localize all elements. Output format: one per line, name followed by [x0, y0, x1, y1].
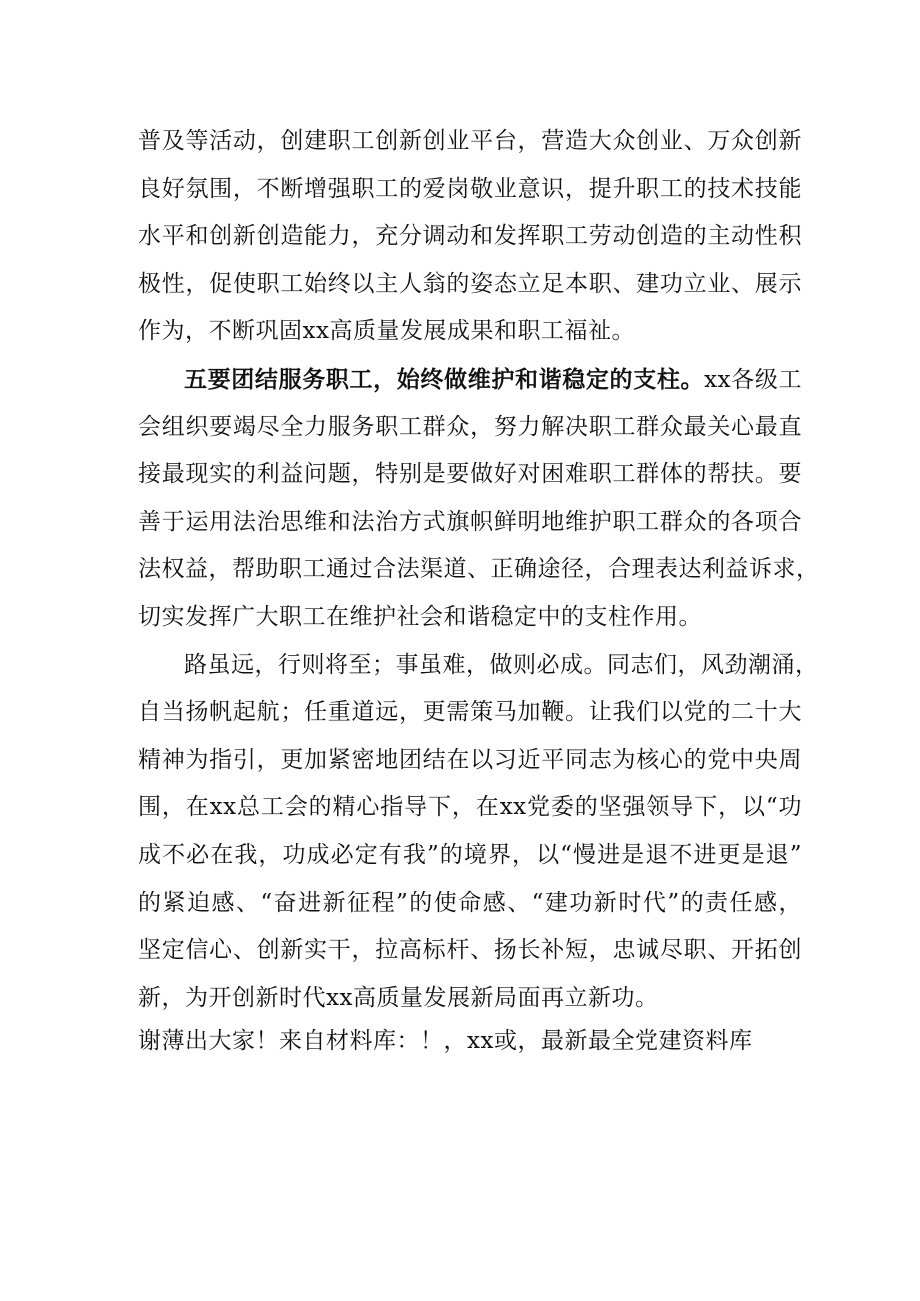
paragraph-line: 作为，不断巩固xx高质量发展成果和职工福祉。 — [138, 318, 635, 345]
paragraph-1 — [138, 118, 802, 356]
paragraph-line: 普及等活动，创建职工创新创业平台，营造大众创业、万众创新 — [138, 128, 802, 154]
paragraph-line: 极性，促使职工始终以主人翁的姿态立足本职、建功立业、展示 — [138, 270, 802, 297]
paragraph-line: 的紧迫感、“奋进新征程”的使命感、“建功新时代”的责任感， — [138, 889, 802, 916]
paragraph-first-line: 路虽远，行则将至；事虽难，做则必成。同志们，风劲潮涌， — [184, 651, 819, 678]
paragraph-line: 自当扬帆起航；任重道远，更需策马加鞭。让我们以党的二十大 — [138, 699, 802, 726]
heading-trailing-text: xx各级工 — [704, 366, 802, 393]
paragraph-line: 精神为指引，更加紧密地团结在以习近平同志为核心的党中央周 — [138, 746, 802, 773]
paragraph-line: 围，在xx总工会的精心指导下，在xx党委的坚强领导下，以“功 — [138, 794, 802, 821]
paragraph-2 — [138, 356, 820, 642]
paragraph-line: 善于运用法治思维和法治方式旗帜鲜明地维护职工群众的各项合 — [138, 508, 802, 535]
paragraph-line: 法权益，帮助职工通过合法渠道、正确途径，合理表达利益诉求， — [138, 556, 820, 583]
paragraph-line: 会组织要竭尽全力服务职工群众，努力解决职工群众最关心最直 — [138, 413, 802, 440]
footer-note: 谢薄出大家！来自材料库：！，xx或，最新最全党建资料库 — [138, 1028, 753, 1054]
paragraph-line: 切实发挥广大职工在维护社会和谐稳定中的支柱作用。 — [138, 603, 702, 630]
paragraph-line: 新，为开创新时代xx高质量发展新局面再立新功。 — [138, 984, 659, 1011]
paragraph-line: 坚定信心、创新实干，拉高标杆、扬长补短，忠诚尽职、开拓创 — [138, 937, 802, 964]
paragraph-line: 水平和创新创造能力，充分调动和发挥职工劳动创造的主动性积 — [138, 223, 802, 250]
paragraph-line: 成不必在我，功成必定有我”的境界，以“慢进是退不进更是退” — [138, 841, 802, 868]
paragraph-line: 接最现实的利益问题，特别是要做好对困难职工群体的帮扶。要 — [138, 461, 802, 488]
paragraph-first-line — [138, 356, 802, 404]
section-heading: 五要团结服务职工，始终做维护和谐稳定的支柱。 — [184, 365, 705, 393]
paragraph-line: 良好氛围，不断增强职工的爱岗敬业意识，提升职工的技术技能 — [138, 175, 802, 202]
paragraph-3 — [138, 642, 819, 1023]
document-body — [138, 118, 820, 1022]
